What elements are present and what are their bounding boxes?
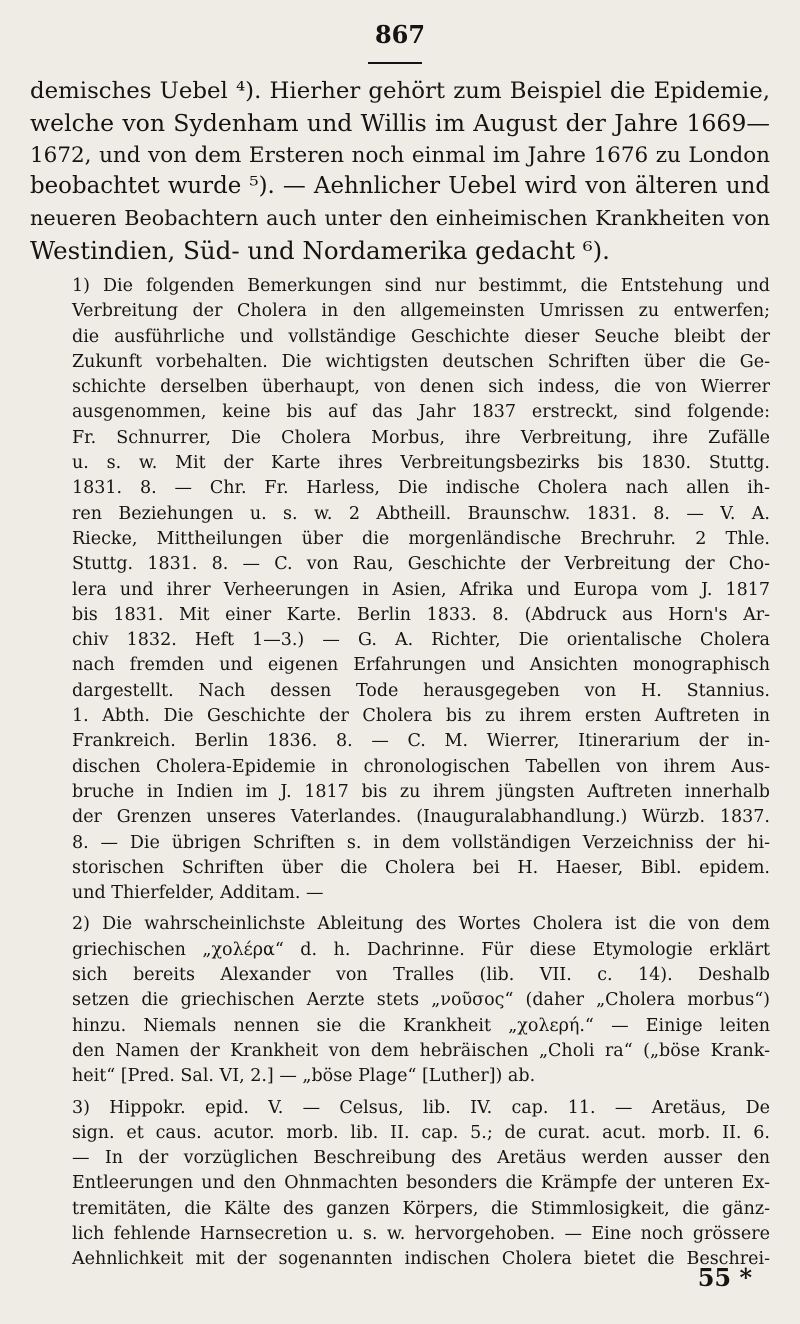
footnote-line: bruche in Indien im J. 1817 bis zu ihrem jüngsten Auftreten innerhalb [72,781,770,802]
footnote-line: Verbreitung der Cholera in den allgemeinsten Umrissen zu entwerfen; [72,301,770,322]
footnote-line: storischen Schriften über die Cholera bei H. Haeser, Bibl. epidem. [72,857,770,878]
footnote-line: den Namen der Krankheit von dem hebräischen „Choli ra“ („böse Krank- [72,1040,770,1061]
footnote-line: bis 1831. Mit einer Karte. Berlin 1833. 8. (Abdruck aus Horn's Ar- [72,604,770,625]
footnote-line: lera und ihrer Verheerungen in Asien, Afrika und Europa vom J. 1817 [72,579,770,600]
footnote-line: Riecke, Mittheilungen über die morgenländische Brechruhr. 2 Thle. [72,528,770,549]
footnote-line: die ausführliche und vollständige Geschichte dieser Seuche bleibt der [72,326,770,347]
page-number: 867 [374,20,426,49]
footnote-line: heit“ [Pred. Sal. VI, 2.] — „böse Plage“ [Luther]) ab. [72,1066,536,1087]
footnote-line: schichte derselben überhaupt, von denen sich indess, die von Wierrer [72,377,770,398]
footnote-line: 1) Die folgenden Bemerkungen sind nur bestimmt, die Entstehung und [72,276,770,296]
footnote-line: Zukunft vorbehalten. Die wichtigsten deutschen Schriften über die Ge- [72,351,770,372]
footnote-line: Fr. Schnurrer, Die Cholera Morbus, ihre Verbreitung, ihre Zufälle [72,427,770,448]
footnote-line: sich bereits Alexander von Tralles (lib. VII. c. 14). Deshalb [72,965,770,986]
signature-mark: 55 * [697,1263,752,1292]
footnote-line: Entleerungen und den Ohnmachten besonders die Krämpfe der unteren Ex- [72,1173,770,1194]
header-rule [368,62,422,64]
footnote-line: chiv 1832. Heft 1—3.) — G. A. Richter, Die orientalische Cholera [72,630,770,651]
footnote-line: Aehnlichkeit mit der sogenannten indischen Cholera bietet die Beschrei- [72,1249,770,1270]
footnote-line: 1831. 8. — Chr. Fr. Harless, Die indische Cholera nach allen ih- [72,478,770,499]
footnotes [72,274,770,1279]
footnote-line: dargestellt. Nach dessen Tode herausgegeben von H. Stannius. [72,680,770,701]
footnote-line: — In der vorzüglichen Beschreibung des Aretäus werden ausser den [72,1148,770,1169]
footnote-line: ren Beziehungen u. s. w. 2 Abtheill. Braunschw. 1831. 8. — V. A. [72,503,770,524]
footnote-line: u. s. w. Mit der Karte ihres Verbreitungsbezirks bis 1830. Stuttg. [72,453,770,474]
footnote-line: sign. et caus. acutor. morb. lib. II. cap. 5.; de curat. acut. morb. II. 6. [72,1122,770,1143]
footnote-line: der Grenzen unseres Vaterlandes. (Inauguralabhandlung.) Würzb. 1837. [72,807,770,828]
footnote-line: nach fremden und eigenen Erfahrungen und Ansichten monographisch [72,655,770,676]
footnote-line: griechischen „χολέρα“ d. h. Dachrinne. Für diese Etymologie erklärt [72,939,770,960]
footnote-line: Stuttg. 1831. 8. — C. von Rau, Geschichte der Verbreitung der Cho- [72,554,770,575]
main-line: welche von Sydenham und Willis im August der Jahre 1669— [30,108,770,137]
footnote-line: 1. Abth. Die Geschichte der Cholera bis zu ihrem ersten Auftreten in [72,706,770,727]
footnote-line: lich fehlende Harnsecretion u. s. w. hervorgehoben. — Eine noch grössere [72,1223,770,1244]
footnote-line: setzen die griechischen Aerzte stets „νοῦσος“ (daher „Cholera morbus“) [72,990,770,1011]
main-line: demisches Uebel ⁴). Hierher gehört zum Beispiel die Epidemie, [30,78,770,104]
footnote-line: dischen Cholera-Epidemie in chronologischen Tabellen von ihrem Aus- [72,756,770,777]
footnote-1 [72,274,770,906]
main-text [30,76,770,267]
footnote-3 [72,1096,770,1273]
main-line: beobachtet wurde ⁵). — Aehnlicher Uebel wird von älteren und [30,173,770,200]
footnote-line: tremitäten, die Kälte des ganzen Körpers, die Stimmlosigkeit, die gänz- [72,1198,770,1219]
footnote-line: hinzu. Niemals nennen sie die Krankheit „χολερή.“ — Einige leiten [72,1015,770,1036]
footnote-line: 2) Die wahrscheinlichste Ableitung des Wortes Cholera ist die von dem [72,914,770,935]
footnote-line: und Thierfelder, Additam. — [72,883,324,904]
footnote-2 [72,912,770,1089]
footnote-line: Frankreich. Berlin 1836. 8. — C. M. Wierrer, Itinerarium der in- [72,731,770,752]
footnote-line: 8. — Die übrigen Schriften s. in dem vollständigen Verzeichniss der hi- [72,832,770,853]
main-line: 1672, und von dem Ersteren noch einmal im Jahre 1676 zu London [30,142,770,168]
footnote-line: 3) Hippokr. epid. V. — Celsus, lib. IV. cap. 11. — Aretäus, De [72,1097,770,1118]
footnote-line: ausgenommen, keine bis auf das Jahr 1837 erstreckt, sind folgende: [72,402,770,423]
main-line: Westindien, Süd- und Nordamerika gedacht ⁶). [30,235,610,265]
main-line: neueren Beobachtern auch unter den einheimischen Krankheiten von [30,206,770,231]
